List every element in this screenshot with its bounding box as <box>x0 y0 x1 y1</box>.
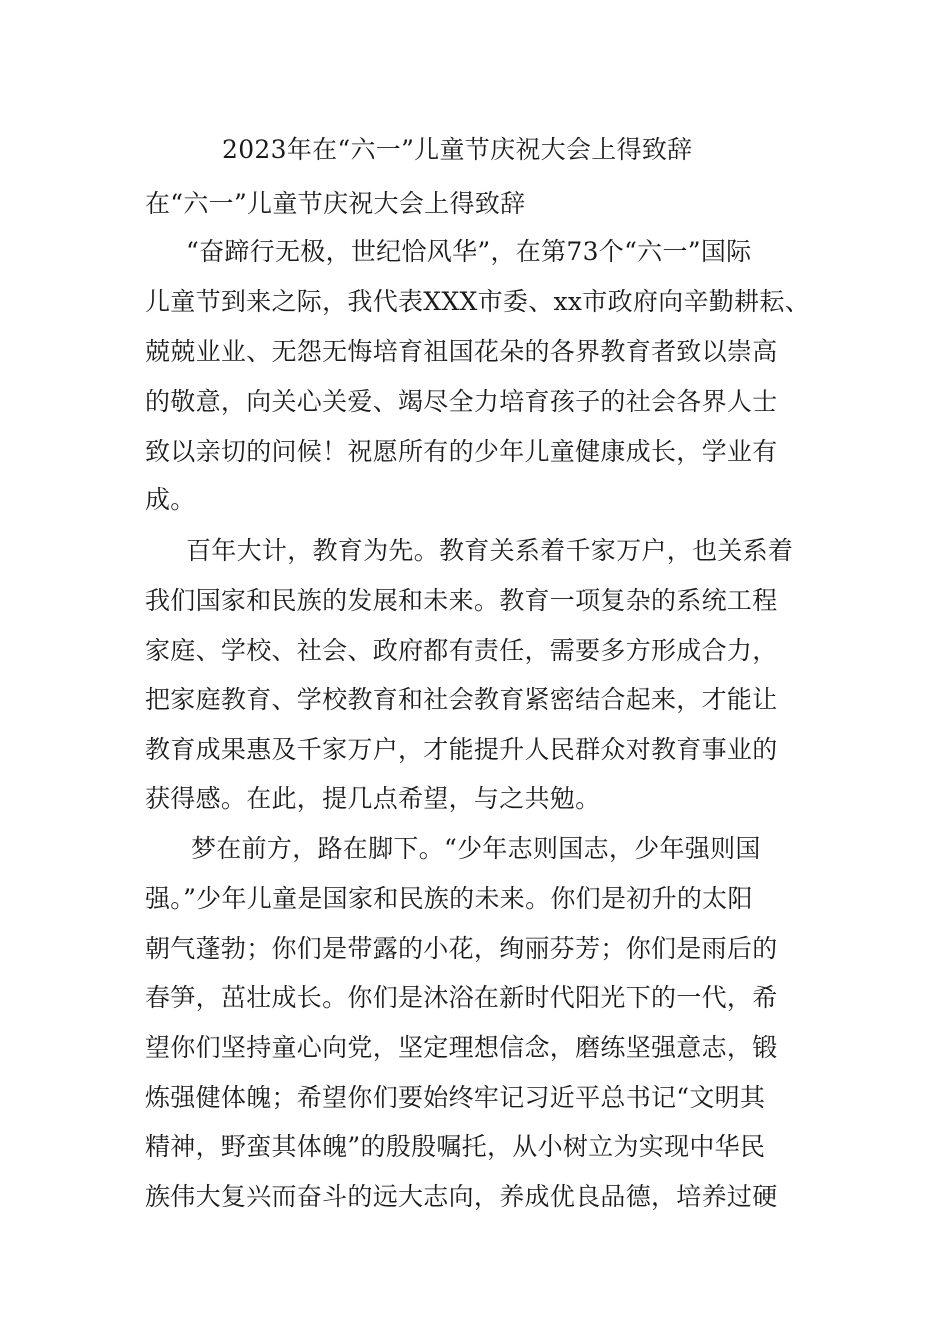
paragraph-1-line-5: 致以亲切的问候！祝愿所有的少年儿童健康成长，学业有 <box>145 437 778 466</box>
paragraph-2-line-3: 家庭、学校、社会、政府都有责任，需要多方形成合力， <box>145 636 778 665</box>
paragraph-3-line-8: 族伟大复兴而奋斗的远大志向，养成优良品德，培养过硬 <box>145 1182 778 1211</box>
document-title: 2023年在“六一”儿童节庆祝大会上得致辞 <box>222 135 693 164</box>
paragraph-1-line-1: “奋蹄行无极，世纪恰风华”，在第73个“六一”国际 <box>186 237 752 266</box>
paragraph-2-line-4: 把家庭教育、学校教育和社会教育紧密结合起来，才能让 <box>145 685 778 714</box>
paragraph-1-line-3: 兢兢业业、无怨无悔培育祖国花朵的各界教育者致以崇高 <box>145 337 778 366</box>
paragraph-1-line-2: 儿童节到来之际，我代表XXX市委、xx市政府向辛勤耕耘、 <box>145 287 810 316</box>
paragraph-3-line-7: 精神，野蛮其体魄”的殷殷嘱托，从小树立为实现中华民 <box>145 1132 766 1161</box>
paragraph-3-line-4: 春笋，茁壮成长。你们是沐浴在新时代阳光下的一代，希 <box>145 983 778 1012</box>
paragraph-2-line-5: 教育成果惠及千家万户，才能提升人民群众对教育事业的 <box>145 735 778 764</box>
paragraph-3-line-3: 朝气蓬勃；你们是带露的小花，绚丽芬芳；你们是雨后的 <box>145 934 778 963</box>
paragraph-1-line-4: 的敬意，向关心关爱、竭尽全力培育孩子的社会各界人士 <box>145 387 778 416</box>
document-subtitle: 在“六一”儿童节庆祝大会上得致辞 <box>145 189 526 218</box>
paragraph-3-line-1: 梦在前方，路在脚下。“少年志则国志，少年强则国 <box>191 834 761 863</box>
paragraph-3-line-6: 炼强健体魄；希望你们要始终牢记习近平总书记“文明其 <box>145 1083 766 1112</box>
paragraph-2-line-2: 我们国家和民族的发展和未来。教育一项复杂的系统工程 <box>145 586 778 615</box>
paragraph-2-line-1: 百年大计，教育为先。教育关系着千家万户，也关系着 <box>186 536 794 565</box>
paragraph-1-line-6: 成。 <box>145 485 196 514</box>
paragraph-3-line-2: 强。”少年儿童是国家和民族的未来。你们是初升的太阳 <box>145 884 753 913</box>
paragraph-3-line-5: 望你们坚持童心向党，坚定理想信念，磨练坚强意志，锻 <box>145 1033 778 1062</box>
paragraph-2-line-6: 获得感。在此，提几点希望，与之共勉。 <box>145 784 601 813</box>
